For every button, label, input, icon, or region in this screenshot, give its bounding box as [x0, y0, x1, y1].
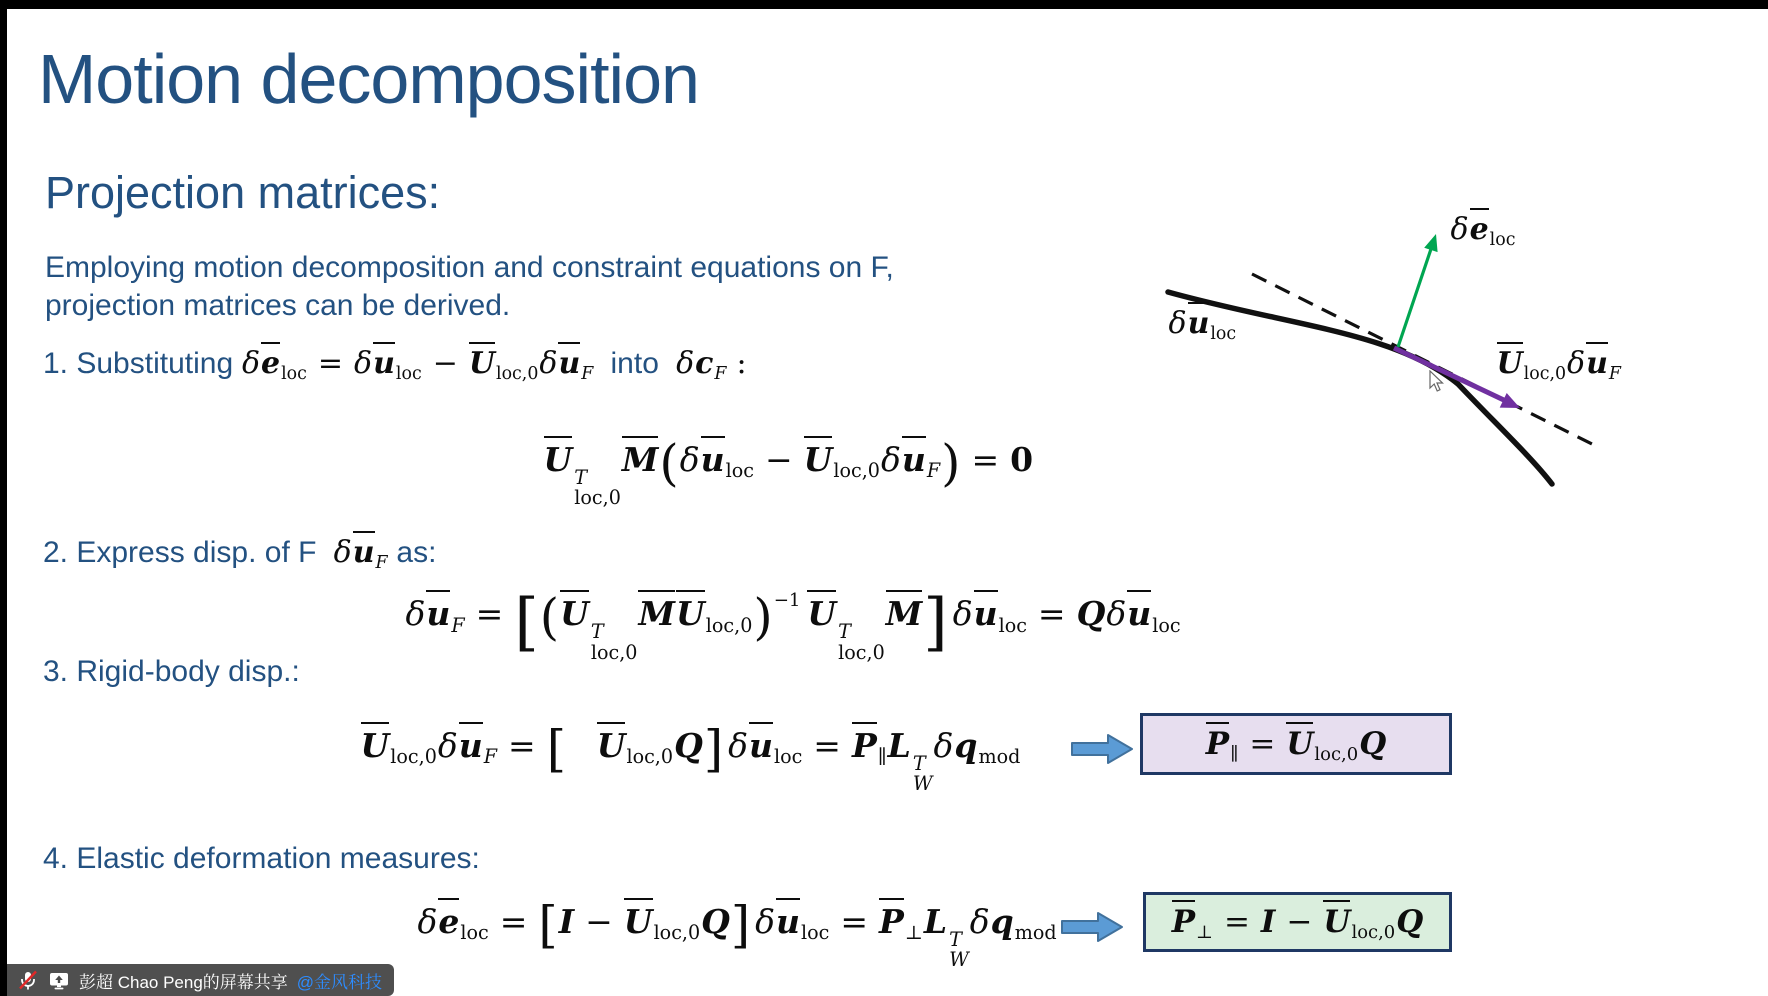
- screen-stand: [57, 986, 61, 988]
- label-delta-u-loc: δuloc: [1168, 302, 1237, 345]
- section-heading: Projection matrices:: [45, 167, 441, 218]
- result-box-perpendicular: [1143, 892, 1452, 952]
- mouse-cursor-icon: [1428, 370, 1446, 394]
- equation-1: U T loc,0 M(δuloc − Uloc,0δuF) = 0: [543, 434, 1034, 510]
- equation-4: δeloc = [I − Uloc,0Q] δuloc = P⊥L T W δqmod: [417, 896, 1057, 972]
- equation-3: Uloc,0δuF = [ Uloc,0Q] δuloc = P∥L T W δqmod: [360, 720, 1021, 796]
- blue-block-arrow-shape: [1072, 735, 1132, 763]
- step-4: 4. Elastic deformation measures:: [43, 842, 480, 875]
- equation-2: δuF = [(U T loc,0 MUloc,0)$^{-1}$ U T loc,0 M] δuloc = Qδuloc: [405, 585, 1181, 664]
- step-2: 2. Express disp. of F δuF as:: [43, 531, 436, 574]
- blue-block-arrow-shape: [1062, 913, 1122, 941]
- intro-line-1: Employing motion decomposition and constraint equations on F,: [45, 251, 894, 284]
- share-mention: @金风科技: [296, 972, 383, 992]
- step-3: 3. Rigid-body disp.:: [43, 655, 300, 688]
- result-parallel-formula: P∥ = Uloc,0Q: [1205, 722, 1386, 766]
- green-arrow-line: [1398, 246, 1432, 347]
- screen-share-icon: [48, 969, 70, 991]
- intro-paragraph: [45, 249, 894, 325]
- intro-line-2: projection matrices can be derived.: [45, 289, 511, 322]
- result-perpendicular-formula: P⊥ = I − Uloc,0Q: [1171, 900, 1424, 944]
- beam-diagram: [1160, 200, 1760, 500]
- mic-muted-icon: [17, 969, 39, 991]
- blue-block-arrow-icon: [1060, 908, 1124, 946]
- share-text: 彭超 Chao Peng的屏幕共享: [79, 972, 288, 992]
- screen-share-banner[interactable]: [7, 964, 394, 996]
- label-U-loc0-delta-uF: Uloc,0δuF: [1496, 342, 1622, 385]
- result-box-parallel: [1140, 713, 1452, 775]
- slide: [7, 9, 1768, 996]
- green-arrow: [1398, 234, 1438, 347]
- step-1: 1. Substituting δeloc = δuloc − Uloc,0δuF into δcF :: [43, 342, 747, 385]
- green-arrow-head: [1424, 234, 1437, 252]
- page-title: Motion decomposition: [38, 40, 699, 118]
- purple-arrow-line: [1394, 348, 1508, 402]
- blue-block-arrow-icon: [1070, 730, 1134, 768]
- label-delta-e-loc: δeloc: [1450, 208, 1516, 251]
- mouse-cursor-shape: [1430, 371, 1443, 391]
- screen-base: [55, 988, 64, 990]
